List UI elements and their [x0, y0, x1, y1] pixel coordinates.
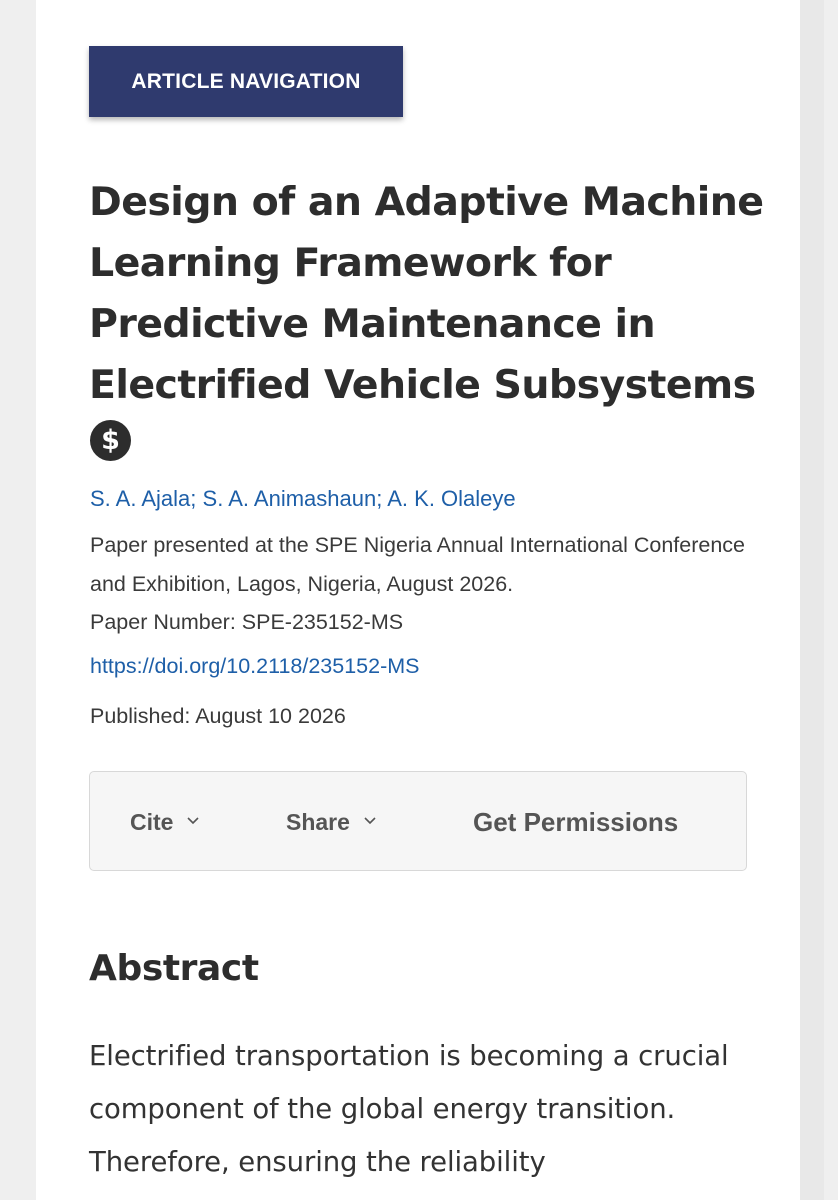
- article-navigation-button[interactable]: ARTICLE NAVIGATION: [89, 46, 403, 117]
- get-permissions-link[interactable]: [473, 772, 678, 872]
- author-separator: ;: [190, 486, 197, 511]
- published-date: Published: August 10 2026: [90, 704, 346, 728]
- author-link[interactable]: S. A. Animashaun: [202, 486, 377, 511]
- presentation-note: Paper presented at the SPE Nigeria Annual International Conference and Exhibition, Lagos, Nigeria, August 2026.: [90, 533, 745, 596]
- author-link[interactable]: S. A. Ajala: [90, 486, 191, 511]
- author-link[interactable]: A. K. Olaleye: [387, 486, 516, 511]
- abstract-text: Electrified transportation is becoming a crucial component of the global energy transition. Therefore, ensuring the reliability: [89, 1040, 729, 1178]
- author-list: [90, 482, 516, 516]
- cite-dropdown[interactable]: [130, 772, 199, 872]
- article-page: [36, 0, 800, 1200]
- article-title: Design of an Adaptive Machine Learning Framework for Predictive Maintenance in Electrified Vehicle Subsystems: [89, 179, 764, 408]
- get-permissions-label: Get Permissions: [473, 806, 679, 837]
- article-tools-bar: [89, 771, 747, 871]
- cite-label: Cite: [130, 808, 174, 835]
- paper-number: Paper Number: SPE-235152-MS: [90, 610, 404, 634]
- right-gutter: [800, 0, 824, 1200]
- share-label: Share: [286, 808, 350, 835]
- article-meta: [90, 526, 770, 642]
- dollar-icon: $: [90, 420, 131, 461]
- chevron-down-icon: [364, 814, 376, 826]
- chevron-down-icon: [187, 814, 199, 826]
- doi-link[interactable]: https://doi.org/10.2118/235152-MS: [90, 654, 420, 678]
- share-dropdown[interactable]: [286, 772, 376, 872]
- abstract-heading: Abstract: [89, 948, 259, 989]
- author-separator: ;: [376, 486, 383, 511]
